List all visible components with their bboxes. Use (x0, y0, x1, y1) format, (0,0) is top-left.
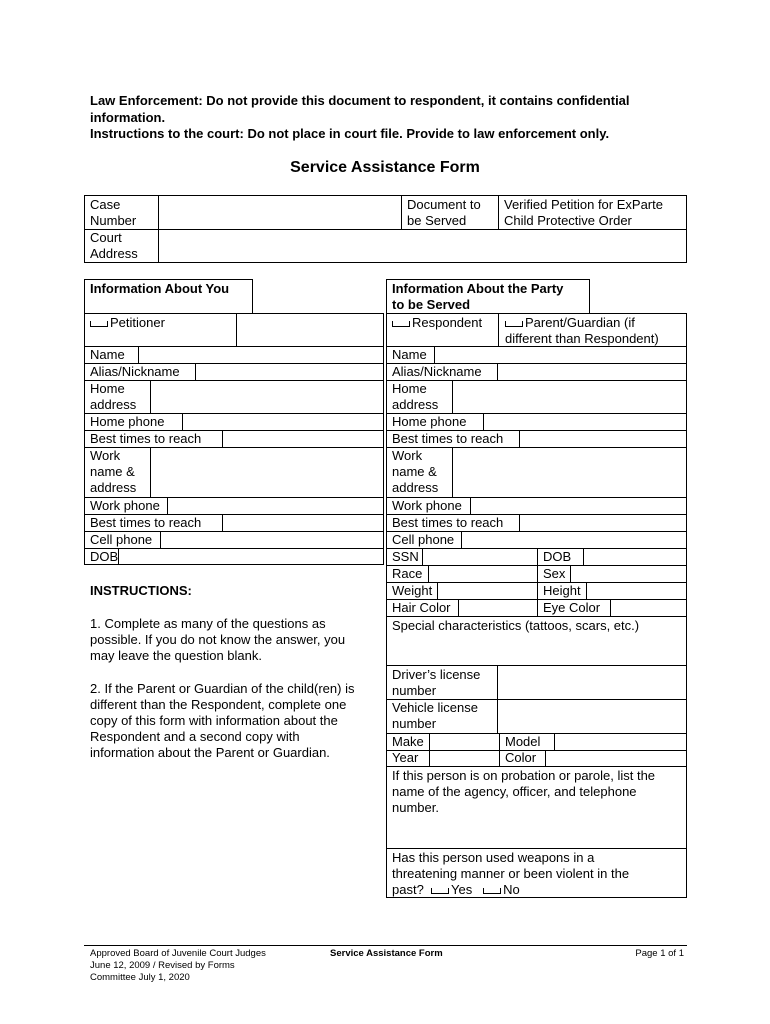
divider (138, 346, 139, 363)
party-ssn-label: SSN (392, 549, 419, 564)
document-served-label: Document to (407, 197, 481, 212)
party-probation-label-cont: name of the agency, officer, and telephone (392, 784, 637, 799)
divider (452, 380, 453, 413)
party-cell-phone-label: Cell phone (392, 532, 455, 547)
party-drivers-license-label-cont: number (392, 683, 437, 698)
document-served-value: Verified Petition for ExParte (504, 197, 663, 212)
party-dob-label: DOB (543, 549, 572, 564)
case-number-field[interactable] (160, 197, 399, 227)
you-name-field[interactable] (140, 347, 382, 362)
divider (497, 665, 498, 733)
party-alias-label: Alias/Nickname (392, 364, 482, 379)
party-weight-label: Weight (392, 583, 433, 598)
divider (499, 733, 500, 766)
party-weapons-label: Has this person used weapons in a (392, 850, 595, 865)
party-work-field[interactable] (454, 448, 685, 496)
party-hair-color-label: Hair Color (392, 600, 451, 615)
instruction-2-cont4: information about the Parent or Guardian. (90, 745, 330, 760)
divider (428, 565, 429, 582)
divider (236, 313, 237, 347)
party-sex-label: Sex (543, 566, 566, 581)
weapons-yes-label: Yes (451, 882, 473, 897)
divider (437, 582, 438, 599)
instruction-2-cont: different than the Respondent, complete one (90, 697, 347, 712)
divider (182, 413, 183, 430)
party-best-times2-field[interactable] (521, 515, 685, 530)
you-best-times2-label: Best times to reach (90, 515, 202, 530)
divider (167, 497, 168, 514)
you-alias-field[interactable] (197, 364, 382, 379)
you-work-field[interactable] (152, 448, 382, 496)
party-sex-field[interactable] (572, 566, 685, 581)
party-work-phone-label: Work phone (392, 498, 462, 513)
weapons-yes-checkbox[interactable] (431, 883, 449, 894)
page-title: Service Assistance Form (290, 159, 480, 176)
party-best-times2-label: Best times to reach (392, 515, 504, 530)
parent-guardian-checkbox[interactable] (505, 316, 523, 327)
party-heading: Information About the Party (392, 281, 564, 296)
divider (498, 195, 499, 229)
divider (570, 565, 571, 582)
you-home-address-label: Home (90, 381, 125, 396)
divider (519, 514, 520, 531)
party-race-label: Race (392, 566, 423, 581)
party-probation-field[interactable] (390, 818, 685, 846)
you-best-times-field[interactable] (224, 431, 382, 446)
you-best-times-label: Best times to reach (90, 431, 202, 446)
divider (422, 548, 423, 565)
party-home-address-label: Home (392, 381, 427, 396)
divider (470, 497, 471, 514)
party-home-address-label-cont: address (392, 397, 439, 412)
divider (158, 195, 159, 263)
footer-page-number: Page 1 of 1 (635, 948, 684, 959)
divider (497, 363, 498, 380)
instruction-1-cont2: may leave the question blank. (90, 648, 262, 663)
instruction-2-cont2: copy of this form with information about the (90, 713, 338, 728)
divider (610, 599, 611, 616)
divider (458, 599, 459, 616)
divider (195, 363, 196, 380)
respondent-checkbox-row (392, 315, 482, 332)
divider (586, 582, 587, 599)
party-weapons-label-cont: threatening manner or been violent in the (392, 866, 630, 881)
divider (222, 430, 223, 447)
you-home-address-label-cont: address (90, 397, 137, 412)
divider (150, 447, 151, 497)
petitioner-checkbox[interactable] (90, 316, 108, 327)
party-drivers-license-field[interactable] (499, 667, 685, 698)
divider (452, 447, 453, 497)
parent-guardian-label: Parent/Guardian (if (525, 315, 635, 330)
party-work-label: Work (392, 448, 423, 463)
you-work-phone-label: Work phone (90, 498, 160, 513)
party-hair-color-field[interactable] (460, 600, 535, 615)
party-alias-field[interactable] (499, 364, 685, 379)
party-make-label: Make (392, 734, 424, 749)
party-work-label-cont: name & (392, 464, 437, 479)
party-height-field[interactable] (588, 583, 685, 598)
weapons-no-checkbox[interactable] (483, 883, 501, 894)
divider (519, 430, 520, 447)
you-dob-label: DOB (90, 549, 119, 564)
petitioner-label: Petitioner (110, 315, 165, 330)
footer-approval-cont2: Committee July 1, 2020 (90, 972, 190, 983)
petitioner-checkbox-row (90, 315, 165, 332)
party-color-field[interactable] (547, 751, 685, 765)
party-vehicle-license-label: Vehicle license (392, 700, 478, 715)
law-enforcement-notice: Law Enforcement: Do not provide this document to respondent, it contains confidential (90, 93, 630, 108)
party-dob-field[interactable] (585, 549, 685, 564)
you-work-label-cont2: address (90, 480, 137, 495)
footer-rule (84, 945, 687, 946)
party-eye-color-field[interactable] (612, 600, 685, 615)
you-home-phone-label: Home phone (90, 414, 165, 429)
weapons-no-label: No (503, 882, 520, 897)
party-weapons-label-cont2: past? (392, 882, 424, 897)
you-work-phone-field[interactable] (169, 498, 382, 513)
party-name-label: Name (392, 347, 427, 362)
document-served-label-cont: be Served (407, 213, 467, 228)
divider (150, 380, 151, 413)
court-address-label: Court (90, 230, 122, 245)
you-alias-label: Alias/Nickname (90, 364, 180, 379)
party-home-phone-label: Home phone (392, 414, 467, 429)
party-height-label: Height (543, 583, 581, 598)
divider (483, 413, 484, 430)
you-home-phone-field[interactable] (184, 414, 382, 429)
you-cell-phone-field[interactable] (162, 532, 382, 547)
parent-guardian-label-cont: different than Respondent) (505, 331, 659, 346)
party-cell-phone-field[interactable] (463, 532, 685, 547)
party-model-field[interactable] (556, 734, 685, 749)
party-color-label: Color (505, 750, 537, 765)
divider (537, 548, 538, 616)
party-home-address-field[interactable] (454, 381, 685, 412)
divider (386, 766, 687, 767)
instruction-1: 1. Complete as many of the questions as (90, 616, 326, 631)
party-home-phone-field[interactable] (485, 414, 685, 429)
you-name-label: Name (90, 347, 125, 362)
party-name-field[interactable] (436, 347, 685, 362)
you-dob-field[interactable] (120, 549, 382, 564)
divider (386, 848, 687, 849)
party-ssn-field[interactable] (424, 549, 535, 564)
party-year-label: Year (392, 750, 419, 765)
divider (160, 531, 161, 548)
you-heading: Information About You (90, 281, 230, 296)
divider (222, 514, 223, 531)
instruction-2: 2. If the Parent or Guardian of the child(ren) is (90, 681, 355, 696)
divider (461, 531, 462, 548)
you-home-address-field[interactable] (152, 381, 382, 412)
instruction-1-cont: possible. If you do not know the answer, you (90, 632, 346, 647)
court-address-field[interactable] (160, 231, 685, 261)
party-probation-label: If this person is on probation or parole, list the (392, 768, 656, 783)
divider (386, 665, 687, 666)
instructions-heading: INSTRUCTIONS: (90, 583, 192, 598)
party-year-field[interactable] (431, 751, 497, 765)
you-work-label-cont: name & (90, 464, 135, 479)
you-work-label: Work (90, 448, 121, 463)
parent-checkbox-row (505, 315, 635, 332)
case-number-label-cont: Number (90, 213, 137, 228)
party-make-field[interactable] (431, 734, 497, 749)
divider (401, 195, 402, 229)
party-special-characteristics-field[interactable] (390, 636, 685, 663)
divider (434, 346, 435, 363)
court-instructions: Instructions to the court: Do not place in court file. Provide to law enforcement only. (90, 126, 610, 141)
footer-approval-cont: June 12, 2009 / Revised by Forms (90, 960, 235, 971)
party-work-label-cont2: address (392, 480, 439, 495)
divider (429, 733, 430, 766)
party-best-times-label: Best times to reach (392, 431, 504, 446)
divider (583, 548, 584, 565)
law-enforcement-notice-cont: information. (90, 110, 166, 125)
party-model-label: Model (505, 734, 541, 749)
case-number-label: Case (90, 197, 121, 212)
you-best-times2-field[interactable] (224, 515, 382, 530)
party-special-characteristics-label: Special characteristics (tattoos, scars, etc.) (392, 618, 640, 633)
divider (554, 733, 555, 750)
party-work-phone-field[interactable] (472, 498, 685, 513)
party-probation-label-cont2: number. (392, 800, 439, 815)
party-vehicle-license-label-cont: number (392, 716, 437, 731)
respondent-checkbox[interactable] (392, 316, 410, 327)
divider (545, 750, 546, 766)
party-weight-field[interactable] (439, 583, 535, 598)
party-eye-color-label: Eye Color (543, 600, 601, 615)
court-address-label-cont: Address (90, 246, 138, 261)
party-race-field[interactable] (430, 566, 535, 581)
instruction-2-cont3: Respondent and a second copy with (90, 729, 300, 744)
party-vehicle-license-field[interactable] (499, 700, 685, 732)
party-weapons-question-row (392, 882, 520, 899)
document-served-value-cont: Child Protective Order (504, 213, 632, 228)
divider (498, 313, 499, 347)
party-best-times-field[interactable] (521, 431, 685, 446)
you-cell-phone-label: Cell phone (90, 532, 153, 547)
footer-approval: Approved Board of Juvenile Court Judges (90, 948, 266, 959)
footer-form-title: Service Assistance Form (330, 948, 443, 959)
respondent-label: Respondent (412, 315, 483, 330)
party-drivers-license-label: Driver’s license (392, 667, 481, 682)
party-heading-cont: to be Served (392, 297, 471, 312)
